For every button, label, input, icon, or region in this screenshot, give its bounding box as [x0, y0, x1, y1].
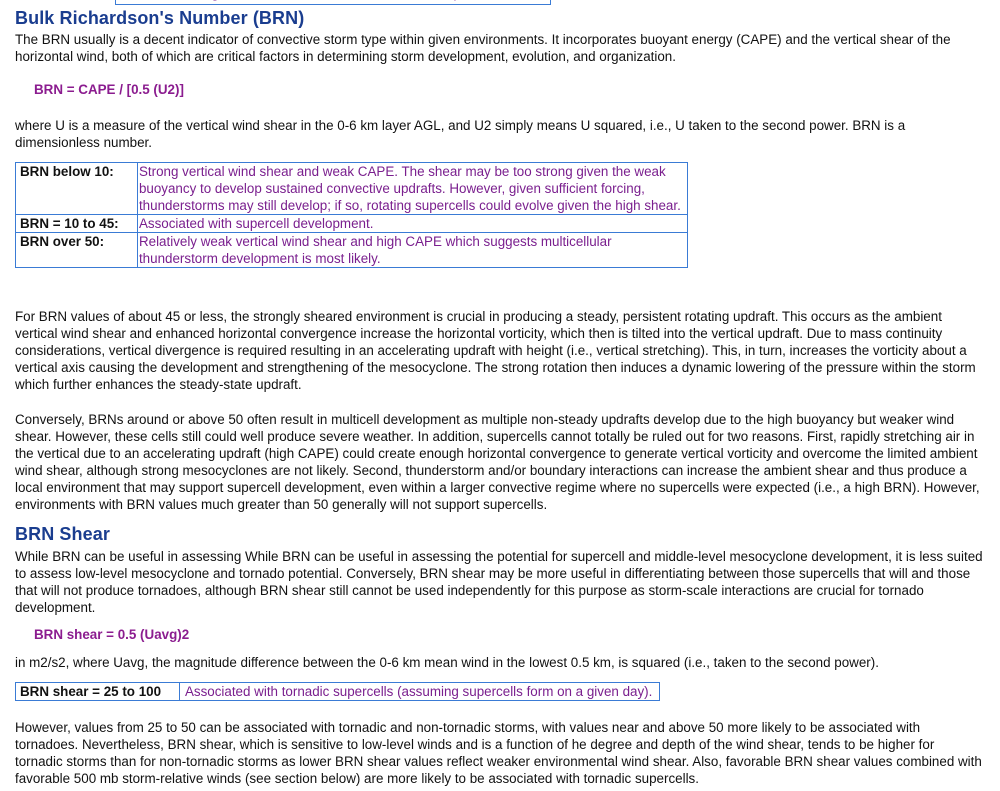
table-row: [16, 233, 688, 268]
brn-intro: The BRN usually is a decent indicator of convective storm type within given environments. It incorporates buoyant energy (CAPE) and the vertical shear of the horizontal wind, both of which are critical factors in determining storm development, evolution, and organization.: [15, 32, 951, 64]
brn-table-label: BRN over 50:: [16, 233, 138, 268]
brn-table-desc: Strong vertical wind shear and weak CAPE. The shear may be too strong given the weak buoyancy to develop sustained convective updrafts. However, given sufficient forcing, thunderstorms may still develop; if so, rotating supercells could evolve given the high shear.: [137, 163, 687, 215]
brn-table-label: BRN = 10 to 45:: [16, 215, 138, 233]
brn-formula-note: where U is a measure of the vertical wind shear in the 0-6 km layer AGL, and U2 simply means U squared, i.e., U taken to the second power. BRN is a dimensionless number.: [15, 118, 906, 150]
brn-shear-table-desc: Associated with tornadic supercells (assuming supercells form on a given day).: [179, 683, 659, 701]
brn-formula: BRN = CAPE / [0.5 (U2)]: [34, 82, 184, 97]
brn-heading: Bulk Richardson's Number (BRN): [15, 8, 305, 28]
brn-table-label: BRN below 10:: [16, 163, 138, 215]
brn-paragraph-1: For BRN values of about 45 or less, the strongly sheared environment is crucial in producing a steady, persistent rotating updraft. This occurs as the ambient vertical wind shear and enhanced horizontal convergence increase the horizontal vorticity, which then is tilted into the vertical updraft. Due to mass continuity considerations, vertical divergence is required resulting in an accelerating updraft with height (i.e., vertical stretching). This, in turn, increases the vorticity about a vertical axis causing the development and strengthening of the mesocyclone. The strong rotation then induces a dynamic lowering of the pressure within the storm which further enhances the steady-state updraft.: [15, 309, 976, 392]
brn-shear-formula-note: in m2/s2, where Uavg, the magnitude difference between the 0-6 km mean wind in the lowest 0.5 km, is squared (i.e., taken to the second power).: [15, 655, 879, 670]
brn-shear-formula: BRN shear = 0.5 (Uavg)2: [34, 627, 190, 642]
brn-table-desc: Associated with supercell development.: [137, 215, 687, 233]
brn-table-desc: Relatively weak vertical wind shear and high CAPE which suggests multicellular thunderstorm development is most likely.: [137, 233, 687, 268]
brn-shear-heading: BRN Shear: [15, 524, 110, 544]
brn-shear-intro: While BRN can be useful in assessing While BRN can be useful in assessing the potential for supercell and middle-level mesocyclone development, it is less suited to assess low-level mesocyclone and tornado potential. Conversely, BRN shear may be more useful in differentiating between those supercells that will and those that will not produce tornadoes, although BRN shear still cannot be used independently for this purpose as storm-scale interactions are crucial for tornado development.: [15, 549, 983, 615]
table-row: [16, 683, 660, 701]
table-row: [16, 215, 688, 233]
table-row: [16, 163, 688, 215]
brn-shear-table: [15, 682, 660, 701]
brn-shear-paragraph: However, values from 25 to 50 can be associated with tornadic and non-tornadic storms, with values near and above 50 more likely to be associated with tornadoes. Nevertheless, BRN shear, which is sensitive to low-level winds and is a function of he degree and depth of the wind shear, tends to be higher for tornadic storms than for non-tornadic storms as lower BRN shear values reflect weaker environmental wind shear. Also, favorable BRN shear values combined with favorable 500 mb storm-relative winds (see section below) are more likely to be associated with tornadic supercells.: [15, 720, 982, 786]
brn-paragraph-2: Conversely, BRNs around or above 50 often result in multicell development as multiple non-steady updrafts develop due to the high buoyancy but weaker wind shear. However, these cells still could well produce severe weather. In addition, supercells cannot totally be ruled out for two reasons. First, rapidly stretching air in the vertical due to an accelerating updraft (high CAPE) could create enough horizontal convergence to generate vertical vorticity and overcome the limited ambient wind shear, although strong mesocyclones are not likely. Second, thunderstorm and/or boundary interactions can increase the ambient shear and thus produce a local environment that may support supercell development, even within a larger convective regime where no supercells were expected (i.e., a high BRN). However, environments with BRN values much greater than 50 generally will not support supercells.: [15, 412, 980, 512]
previous-table-text: [119, 0, 464, 1]
previous-table-fragment: [115, 0, 551, 5]
brn-table: [15, 162, 688, 268]
brn-shear-table-label: BRN shear = 25 to 100: [16, 683, 180, 701]
